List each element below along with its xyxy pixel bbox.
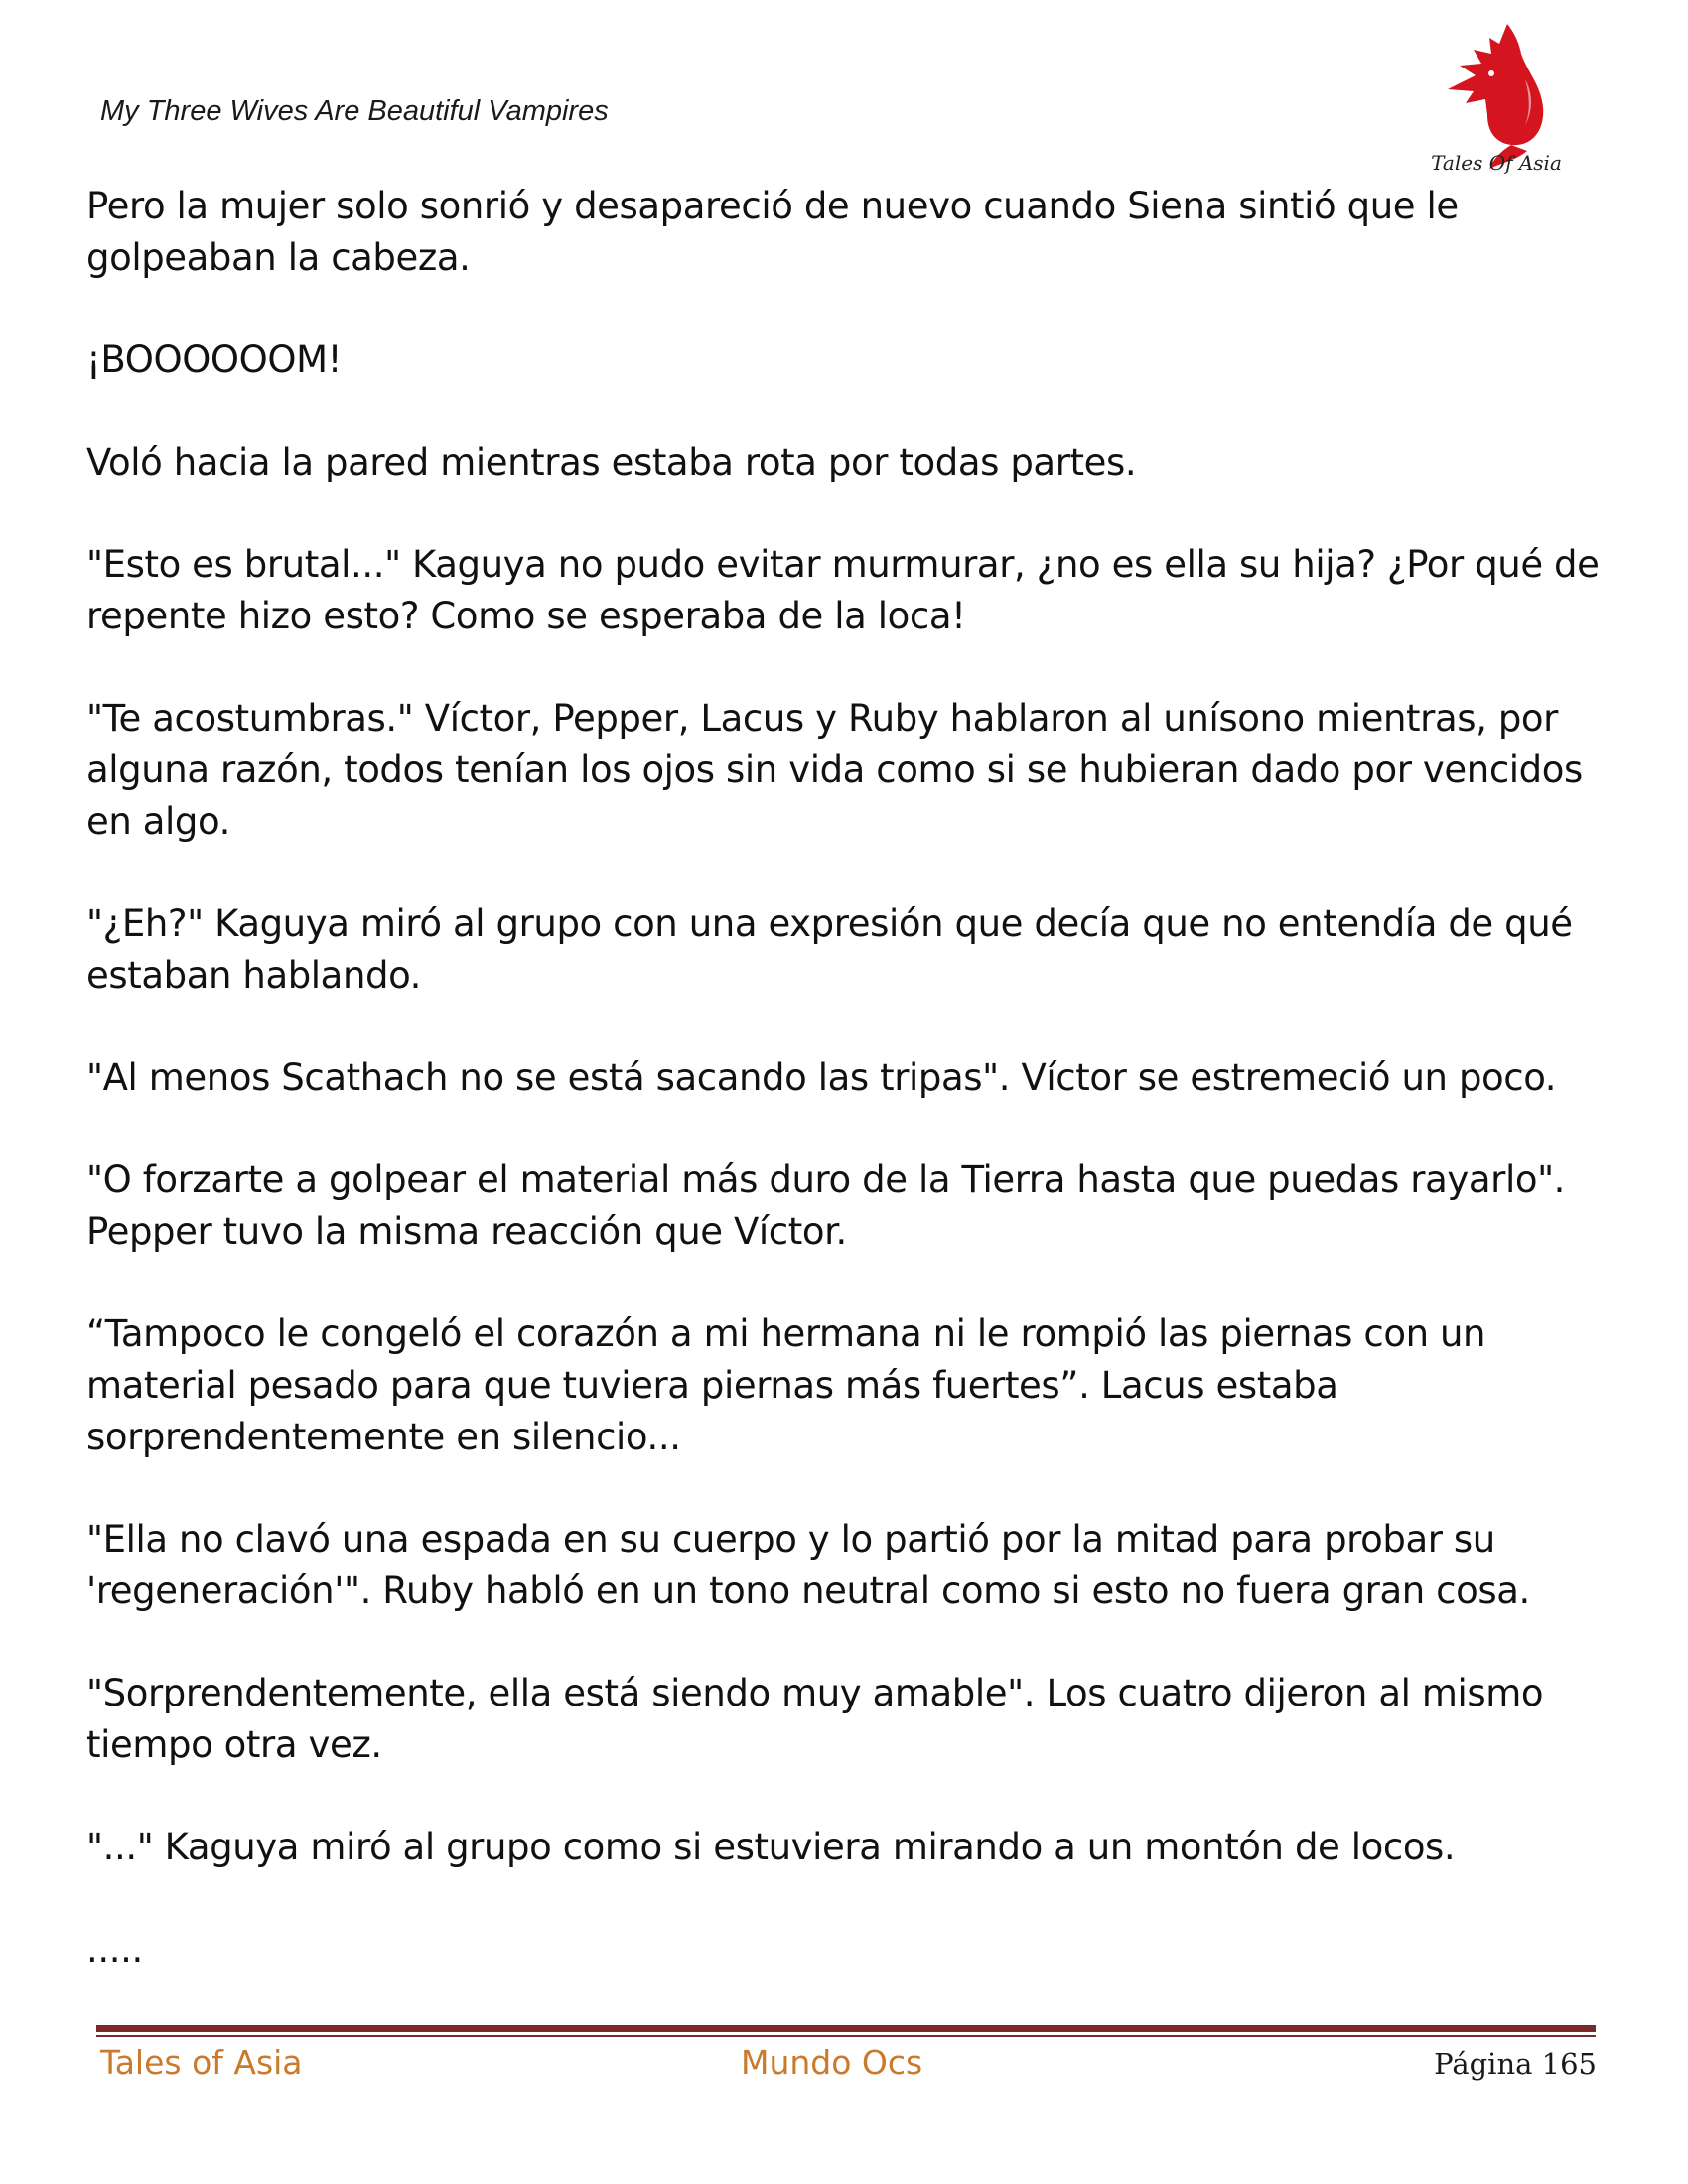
footer-divider-thin xyxy=(96,2035,1596,2037)
paragraph: "Al menos Scathach no se está sacando las tripas". Víctor se estremeció un poco. xyxy=(86,1056,1557,1099)
logo-caption: Tales Of Asia xyxy=(1431,151,1562,175)
paragraph: “Tampoco le congeló el corazón a mi hermana ni le rompió las piernas con un material pesado para que tuviera piernas más fuertes”. Lacus estaba sorprendentemente en silencio... xyxy=(86,1312,1486,1458)
paragraph: "Esto es brutal..." Kaguya no pudo evitar murmurar, ¿no es ella su hija? ¿Por qué de repente hizo esto? Como se esperaba de la loca! xyxy=(86,543,1600,637)
paragraph: Voló hacia la pared mientras estaba rota por todas partes. xyxy=(86,441,1137,483)
paragraph: ¡BOOOOOOM! xyxy=(86,339,343,381)
footer-source: Tales of Asia xyxy=(100,2043,303,2082)
paragraph: "O forzarte a golpear el material más duro de la Tierra hasta que puedas rayarlo". Pepper tuvo la misma reacción que Víctor. xyxy=(86,1159,1566,1253)
page-number: Página 165 xyxy=(1434,2047,1597,2081)
paragraph: Pero la mujer solo sonrió y desapareció de nuevo cuando Siena sintió que le golpeaban la cabeza. xyxy=(86,185,1459,279)
document-body xyxy=(86,181,1616,2026)
paragraph: "¿Eh?" Kaguya miró al grupo con una expresión que decía que no entendía de qué estaban hablando. xyxy=(86,902,1573,997)
paragraph: "Te acostumbras." Víctor, Pepper, Lacus y Ruby hablaron al unísono mientras, por alguna razón, todos tenían los ojos sin vida como si se hubieran dado por vencidos en algo. xyxy=(86,697,1583,843)
footer-divider xyxy=(96,2025,1596,2032)
paragraph: ..... xyxy=(86,1928,143,1971)
paragraph: "Ella no clavó una espada en su cuerpo y lo partió por la mitad para probar su 'regeneración'". Ruby habló en un tono neutral como si esto no fuera gran cosa. xyxy=(86,1518,1530,1612)
footer-section: Mundo Ocs xyxy=(741,2043,923,2082)
paragraph: "Sorprendentemente, ella está siendo muy amable". Los cuatro dijeron al mismo tiempo otra vez. xyxy=(86,1672,1544,1766)
document-header-title: My Three Wives Are Beautiful Vampires xyxy=(100,95,609,127)
paragraph: "..." Kaguya miró al grupo como si estuviera mirando a un montón de locos. xyxy=(86,1826,1456,1868)
